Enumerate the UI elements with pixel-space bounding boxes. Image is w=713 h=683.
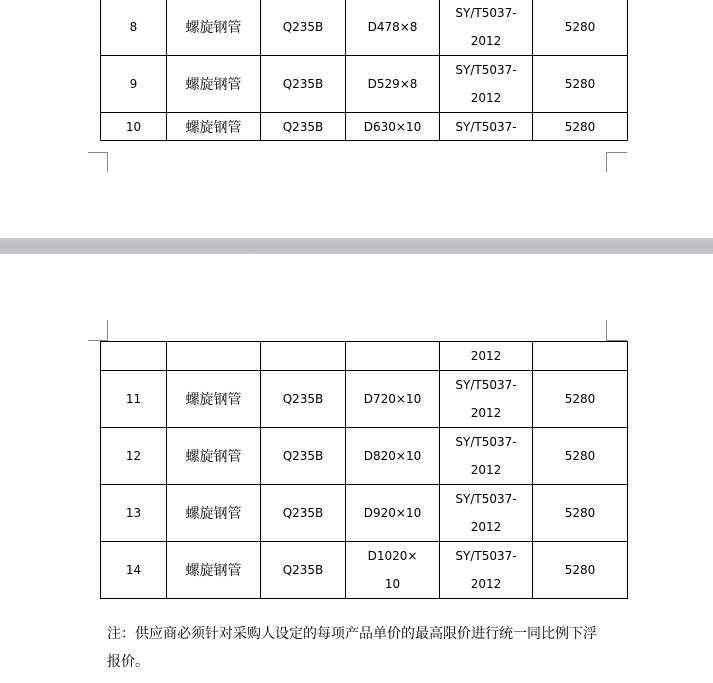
- standard-code: SY/T5037-: [455, 549, 517, 563]
- unit-price: 5280: [533, 113, 628, 141]
- standard-year: 2012: [470, 520, 502, 534]
- standard-cell: [440, 428, 533, 485]
- material-grade: Q235B: [261, 371, 346, 428]
- specification: D1020×: [367, 549, 418, 563]
- standard-year: 2012: [470, 34, 502, 48]
- row-number: 14: [101, 542, 167, 599]
- unit-price: 5280: [533, 371, 628, 428]
- standard-code: SY/T5037-: [440, 113, 533, 141]
- unit-price: 5280: [533, 428, 628, 485]
- table-row-continued: [101, 342, 628, 371]
- standard-code: SY/T5037-: [455, 435, 517, 449]
- unit-price: 5280: [533, 56, 628, 113]
- row-number: 9: [101, 56, 167, 113]
- row-number: 13: [101, 485, 167, 542]
- standard-cell: [440, 0, 533, 56]
- page-top: [0, 0, 713, 238]
- standard-cell: [440, 56, 533, 113]
- standard-year: 2012: [470, 91, 502, 105]
- unit-price: 5280: [533, 542, 628, 599]
- table-row: [101, 371, 628, 428]
- specification: D920×10: [346, 485, 440, 542]
- pricing-note: [107, 620, 617, 676]
- note-line: 注：供应商必须针对采购人设定的每项产品单价的最高限价进行统一同比例下浮: [107, 626, 597, 642]
- page-corner-mark: [606, 152, 627, 172]
- standard-cell: [440, 371, 533, 428]
- note-line: 报价。: [107, 654, 149, 670]
- material-grade: [261, 342, 346, 371]
- material-grade: Q235B: [261, 428, 346, 485]
- product-name: 螺旋钢管: [167, 485, 261, 542]
- material-grade: Q235B: [261, 56, 346, 113]
- product-name: 螺旋钢管: [167, 0, 261, 56]
- unit-price: 5280: [533, 0, 628, 56]
- specification: D529×8: [346, 56, 440, 113]
- page-corner-mark: [88, 152, 108, 172]
- table-row: [101, 113, 628, 141]
- row-number: 11: [101, 371, 167, 428]
- standard-year: 2012: [470, 463, 502, 477]
- table-row: [101, 56, 628, 113]
- standard-year: 2012: [470, 406, 502, 420]
- specification: D630×10: [346, 113, 440, 141]
- table-row: [101, 0, 628, 56]
- row-number: 10: [101, 113, 167, 141]
- standard-code: SY/T5037-: [455, 6, 517, 20]
- product-name: 螺旋钢管: [167, 542, 261, 599]
- material-grade: Q235B: [261, 485, 346, 542]
- row-number: 12: [101, 428, 167, 485]
- specification: D720×10: [346, 371, 440, 428]
- material-grade: Q235B: [261, 542, 346, 599]
- product-name: 螺旋钢管: [167, 56, 261, 113]
- row-number: 8: [101, 0, 167, 56]
- specification: [346, 342, 440, 371]
- table-row: [101, 428, 628, 485]
- price-table-bottom: [100, 341, 628, 599]
- table-row: [101, 485, 628, 542]
- unit-price: [533, 342, 628, 371]
- price-table-top: [100, 0, 628, 141]
- unit-price: 5280: [533, 485, 628, 542]
- product-name: 螺旋钢管: [167, 113, 261, 141]
- product-name: [167, 342, 261, 371]
- standard-cell: [440, 542, 533, 599]
- specification: D478×8: [346, 0, 440, 56]
- page-separator: [0, 238, 713, 254]
- standard-cell: [440, 485, 533, 542]
- page-corner-mark: [88, 320, 108, 341]
- material-grade: Q235B: [261, 0, 346, 56]
- material-grade: Q235B: [261, 113, 346, 141]
- table-row: [101, 542, 628, 599]
- specification-wrap: 10: [384, 577, 401, 591]
- standard-year: 2012: [440, 342, 533, 371]
- specification: D820×10: [346, 428, 440, 485]
- page-corner-mark: [606, 320, 627, 341]
- product-name: 螺旋钢管: [167, 428, 261, 485]
- page-bottom: [0, 254, 713, 683]
- standard-code: SY/T5037-: [455, 63, 517, 77]
- standard-year: 2012: [470, 577, 502, 591]
- specification-cell: [346, 542, 440, 599]
- product-name: 螺旋钢管: [167, 371, 261, 428]
- row-number: [101, 342, 167, 371]
- standard-code: SY/T5037-: [455, 492, 517, 506]
- standard-code: SY/T5037-: [455, 378, 517, 392]
